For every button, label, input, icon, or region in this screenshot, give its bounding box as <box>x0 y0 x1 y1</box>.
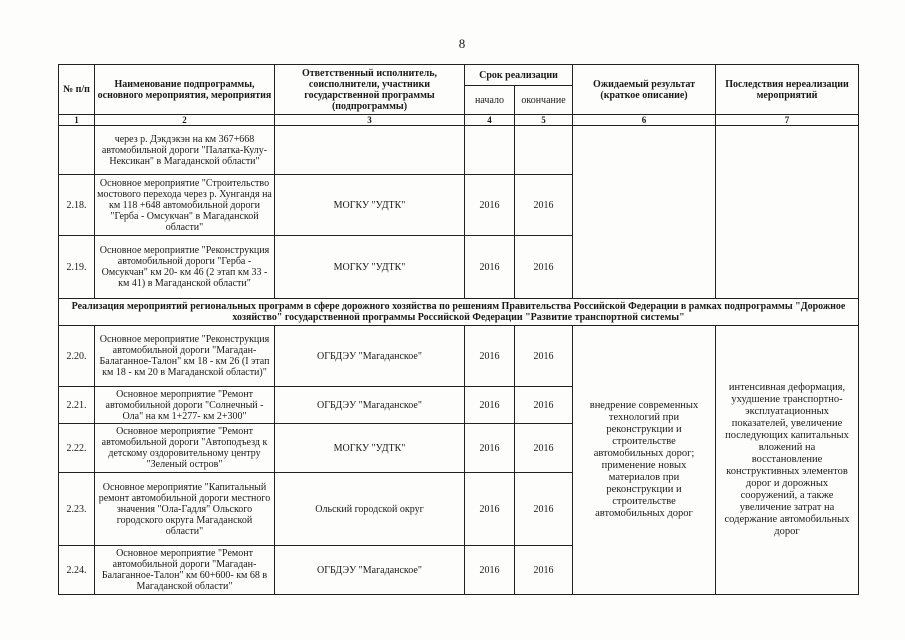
header-consequences: Последствия нереализации мероприятий <box>716 65 859 115</box>
col-index: 2 <box>95 115 275 126</box>
row-executor: МОГКУ "УДТК" <box>275 175 465 236</box>
row-start: 2016 <box>465 387 515 424</box>
row-end: 2016 <box>515 387 573 424</box>
row-end: 2016 <box>515 236 573 299</box>
col-index: 3 <box>275 115 465 126</box>
row-result <box>573 126 716 299</box>
table-row <box>59 126 859 175</box>
col-index: 7 <box>716 115 859 126</box>
row-start: 2016 <box>465 326 515 387</box>
row-num: 2.22. <box>59 424 95 473</box>
row-start: 2016 <box>465 424 515 473</box>
col-index: 1 <box>59 115 95 126</box>
row-consequences <box>716 126 859 299</box>
col-index: 5 <box>515 115 573 126</box>
row-num: 2.19. <box>59 236 95 299</box>
row-end: 2016 <box>515 424 573 473</box>
section-row <box>59 299 859 326</box>
merged-consequences: интенсивная деформация, ухудшение транспортно-эксплуатационных показателей, увеличение последующих капитальных вложений на восстановление конструктивных элементов дорог и дорожных сооружений, а также увеличение затрат на содержание автомобильных дорог <box>716 326 859 595</box>
col-index: 6 <box>573 115 716 126</box>
merged-result: внедрение современных технологий при реконструкции и строительстве автомобильных дорог; применение новых материалов при реконструкции и строительстве автомобильных дорог <box>573 326 716 595</box>
row-executor: ОГБДЭУ "Магаданское" <box>275 546 465 595</box>
row-name: Основное мероприятие "Ремонт автомобильной дороги "Магадан-Балаганное-Талон" км 60+600- км 68 в Магаданской области" <box>95 546 275 595</box>
row-start: 2016 <box>465 473 515 546</box>
row-name: Основное мероприятие "Реконструкция автомобильной дороги "Герба - Омсукчан" км 20- км 46 (2 этап км 33 - км 41) в Магаданской области" <box>95 236 275 299</box>
row-num: 2.23. <box>59 473 95 546</box>
row-name: Основное мероприятие "Ремонт автомобильной дороги "Автоподъезд к детскому оздоровительному центру "Зеленый остров" <box>95 424 275 473</box>
row-num: 2.21. <box>59 387 95 424</box>
row-executor: ОГБДЭУ "Магаданское" <box>275 326 465 387</box>
row-executor: МОГКУ "УДТК" <box>275 424 465 473</box>
header-start: начало <box>465 86 515 115</box>
row-num: 2.24. <box>59 546 95 595</box>
program-activities-table <box>58 64 859 595</box>
row-end: 2016 <box>515 326 573 387</box>
col-index: 4 <box>465 115 515 126</box>
header-executor: Ответственный исполнитель, соисполнители, участники государственной программы (подпрограммы) <box>275 65 465 115</box>
row-num <box>59 126 95 175</box>
header-result: Ожидаемый результат (краткое описание) <box>573 65 716 115</box>
row-start: 2016 <box>465 546 515 595</box>
row-executor: МОГКУ "УДТК" <box>275 236 465 299</box>
header-end: окончание <box>515 86 573 115</box>
row-name: Основное мероприятие "Реконструкция автомобильной дороги "Магадан-Балаганное-Талон" км 18 - км 26 (I этап км 18 - км 20 в Магаданской области)" <box>95 326 275 387</box>
row-start <box>465 126 515 175</box>
row-end: 2016 <box>515 473 573 546</box>
row-num: 2.20. <box>59 326 95 387</box>
row-name: Основное мероприятие "Капитальный ремонт автомобильной дороги местного значения "Ола-Гадля" Ольского городского округа Магаданской области" <box>95 473 275 546</box>
header-term: Срок реализации <box>465 65 573 86</box>
section-title: Реализация мероприятий региональных программ в сфере дорожного хозяйства по решениям Правительства Российской Федерации в рамках подпрограммы "Дорожное хозяйство" государственной программы Российской Федерации "Развитие транспортной системы" <box>59 299 859 326</box>
row-executor <box>275 126 465 175</box>
row-end <box>515 126 573 175</box>
row-name: через р. Дэкдэкэн на км 367+668 автомобильной дороги "Палатка-Кулу-Нексикан" в Магаданской области" <box>95 126 275 175</box>
row-name: Основное мероприятие "Ремонт автомобильной дороги "Солнечный - Ола" на км 1+277- км 2+300" <box>95 387 275 424</box>
header-num: № п/п <box>59 65 95 115</box>
table-row <box>59 326 859 387</box>
row-start: 2016 <box>465 175 515 236</box>
row-num: 2.18. <box>59 175 95 236</box>
row-executor: ОГБДЭУ "Магаданское" <box>275 387 465 424</box>
row-end: 2016 <box>515 546 573 595</box>
row-start: 2016 <box>465 236 515 299</box>
row-executor: Ольский городской округ <box>275 473 465 546</box>
header-name: Наименование подпрограммы, основного мероприятия, мероприятия <box>95 65 275 115</box>
row-name: Основное мероприятие "Строительство мостового перехода через р. Хунгандя на км 118 +648 автомобильной дороги "Герба - Омсукчан" в Магаданской области" <box>95 175 275 236</box>
row-end: 2016 <box>515 175 573 236</box>
page-number: 8 <box>458 36 466 51</box>
